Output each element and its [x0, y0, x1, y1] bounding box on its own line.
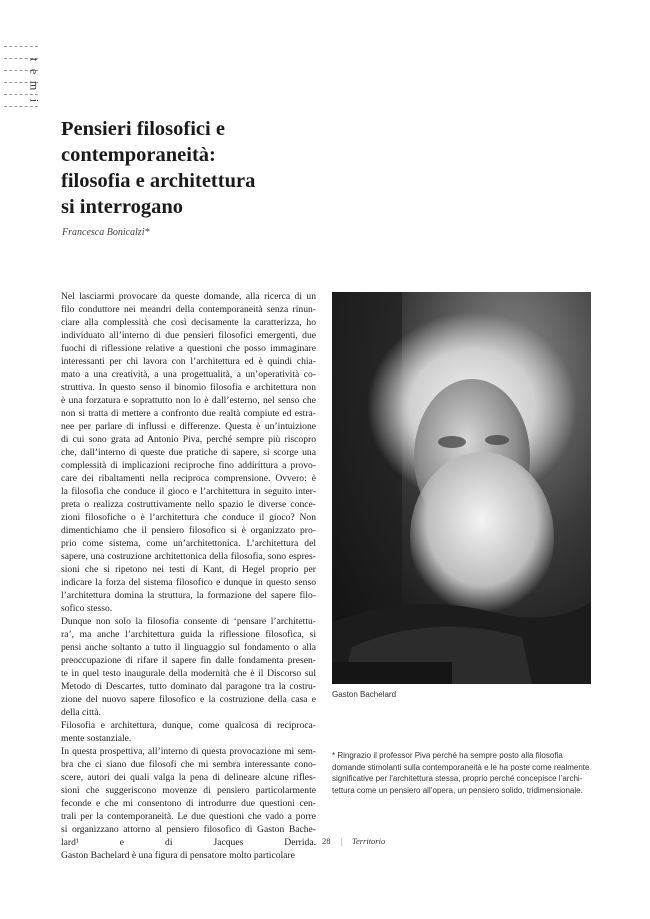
body-line: mente sostanziale.	[61, 733, 132, 744]
section-tab-letter: e	[27, 68, 42, 75]
article-author: Francesca Bonicalzi*	[62, 227, 150, 238]
footnote-line: tettura come un pensiero all’opera, un pensiero solido, tridimensionale.	[332, 785, 583, 795]
footnote-line: domande stimolanti sulla contemporaneità e le ha poste come realmente	[332, 762, 590, 772]
body-line: interessanti per chi lavora con l’architettura ed è quindi chia-	[61, 356, 316, 367]
footer-separator: |	[341, 836, 343, 846]
article-body	[61, 290, 316, 862]
body-line: feconde e che mi consentono di introdurre due questioni cen-	[61, 798, 316, 809]
body-line: della città.	[61, 707, 101, 718]
section-tab-letter: t	[27, 57, 42, 62]
body-line: nee per parlare di influssi e differenze. Questa è un’intuizione	[61, 421, 316, 432]
body-line: che, dall’interno di queste due pratiche di sapere, si scorge una	[61, 447, 316, 458]
body-line: prio come sistema, come un’architettonica. L’architettura del	[61, 538, 316, 549]
portrait-photo	[332, 292, 591, 684]
body-line: pensi anche soltanto a tutto il linguaggio sul fondamento o alla	[61, 642, 316, 653]
body-line: complessità di implicazioni reciproche fino addirittura a provo-	[61, 460, 316, 471]
body-line: sioni che suggeriscono movenze di pensiero particolarmente	[61, 785, 316, 796]
title-line: filosofia e architettura	[61, 170, 256, 192]
body-line: dimentichiamo che il pensiero filosofico si è organizzato pro-	[61, 525, 316, 536]
body-line: la filosofia che conduce il gioco e l’architettura in seguito inter-	[61, 486, 316, 497]
footnote-line: * Ringrazio il professor Piva perché ha sempre posto alla filosofia	[332, 751, 563, 760]
portrait-photo-image	[332, 292, 591, 684]
article-title	[61, 116, 361, 220]
body-line: scere, autori dei quali valga la pena di delineare alcune rifles-	[61, 772, 316, 783]
body-line: ciare alla complessità che così decisamente la caratterizza, ho	[61, 317, 316, 328]
body-line: lard¹ e di Jacques Derrida.	[61, 837, 316, 848]
body-line: bra che ci siano due filosofi che mi sembra interessante cono-	[61, 759, 316, 770]
body-line: te in quel testo inaugurale della modernità che è il Discorso sul	[61, 668, 316, 679]
body-line: sioni che si ripetono nei testi di Kant, di Hegel proprio per	[61, 564, 316, 575]
body-line: filo conduttore nei meandri della contemporaneità senza rinun-	[61, 304, 316, 315]
body-line: preoccupazione di rifare il sapere fin dalle fondamenta presen-	[61, 655, 316, 666]
section-tab-letter: m	[27, 80, 42, 91]
body-line: preta o realizza costruttivamente nello spazio le diverse conce-	[61, 499, 316, 510]
body-line: Filosofia e architettura, dunque, come qualcosa di reciproca-	[61, 720, 316, 731]
body-line: fuochi di riflessione relative a questioni che posso immaginare	[61, 343, 316, 354]
photo-caption: Gaston Bachelard	[332, 690, 397, 699]
section-tab-letter: i	[27, 98, 42, 103]
body-line: sofico stesso.	[61, 603, 113, 614]
body-line: Nel lasciarmi provocare da queste domande, alla ricerca di un	[61, 291, 316, 302]
body-line: mato a una creatività, a una progettualità, a un’operatività co-	[61, 369, 316, 380]
body-line: ra’, ma anche l’architettura guida la riflessione filosofica, si	[61, 629, 316, 640]
page-number: 28	[322, 836, 331, 846]
footnote-line: significative per l’architettura stessa, proprio perché concepisce l’archi-	[332, 774, 583, 783]
footnote	[332, 750, 592, 796]
body-line: di cui sono grata ad Antonio Piva, perché sempre più riscopro	[61, 434, 316, 445]
tab-rule	[4, 46, 38, 47]
body-line: Gaston Bachelard è una figura di pensatore molto particolare	[61, 850, 295, 861]
body-line: è una forzatura e soprattutto non lo è dall’esterno, nel senso che	[61, 395, 316, 406]
body-line: care dei ribaltamenti nella reciproca comprensione. Ovvero: è	[61, 473, 316, 484]
body-line: Metodo di Descartes, tutto dominato dal paragone tra la costru-	[61, 681, 316, 692]
body-line: zioni filosofiche o è l’architettura che conduce il gioco? Non	[61, 512, 316, 523]
body-line: struttiva. In questo senso il binomio filosofia e architettura non	[61, 382, 316, 393]
body-line: si organizzano attorno al pensiero filosofico di Gaston Bache-	[61, 824, 316, 835]
body-line: non si tratta di mettere a confronto due realtà compiute ed estra-	[61, 408, 316, 419]
title-line: contemporaneità:	[61, 144, 216, 166]
title-line: si interrogano	[61, 196, 184, 218]
body-line: In questa prospettiva, all’interno di questa provocazione mi sem-	[61, 746, 316, 757]
body-line: zione del nuovo sapere filosofico e la costruzione della casa e	[61, 694, 316, 705]
body-line: Dunque non solo la filosofia consente di ‘pensare l’architettu-	[61, 616, 316, 627]
journal-name: Territorio	[352, 836, 386, 846]
title-line: Pensieri filosofici e	[61, 118, 225, 140]
body-line: individuato all’interno di due pensieri filosofici emergenti, due	[61, 330, 316, 341]
body-line: trali per la contemporaneità. Le due questioni che vado a porre	[61, 811, 316, 822]
body-line: sapere, una costruzione architettonica della filosofia, sono espres-	[61, 551, 316, 562]
body-line: l’architettura domina la struttura, la formazione del sapere filo-	[61, 590, 316, 601]
body-line: indicare la forza del sistema filosofico e dunque in questo senso	[61, 577, 316, 588]
